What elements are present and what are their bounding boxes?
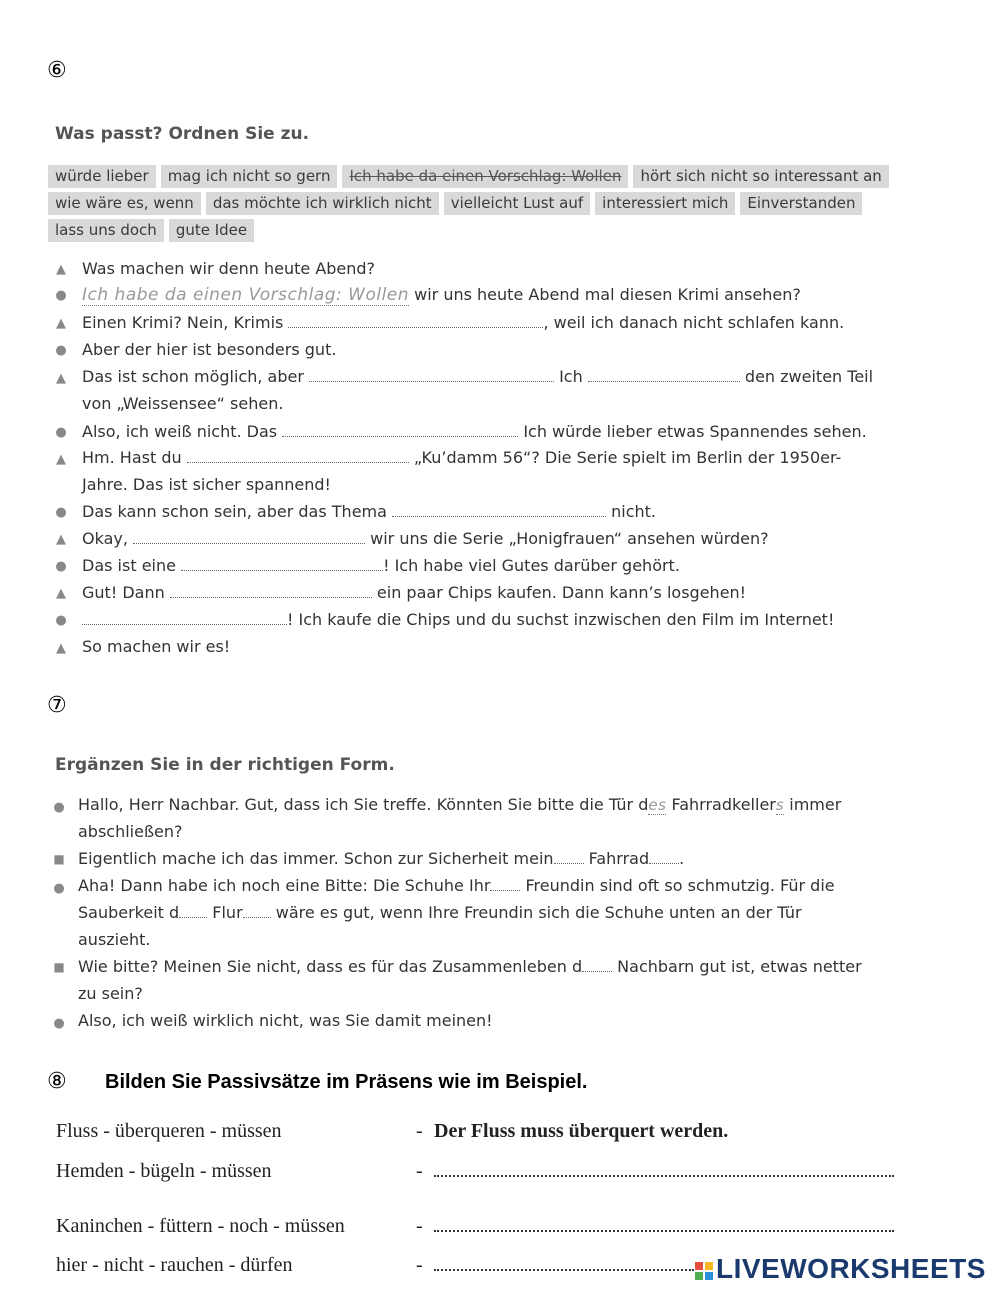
- passive-prompt: Hemden - bügeln - müssen: [56, 1160, 272, 1182]
- circle-icon: ●: [55, 613, 67, 628]
- dialogue-text: Das ist schon möglich, aber: [82, 367, 304, 386]
- ex7-text: Hallo, Herr Nachbar. Gut, dass ich Sie treffe. Könnten Sie bitte die Tür d: [78, 795, 649, 814]
- ex7-text: Eigentlich mache ich das immer. Schon zur Sicherheit mein: [78, 849, 554, 868]
- answer-dotted-line[interactable]: [434, 1218, 894, 1232]
- dialogue-text: Einen Krimi? Nein, Krimis: [82, 313, 284, 332]
- dialogue-text: ! Ich habe viel Gutes darüber gehört.: [383, 556, 680, 575]
- dialogue-line-10: [82, 556, 680, 575]
- dialogue-line-5-cont: von „Weissensee“ sehen.: [82, 394, 284, 413]
- word-option-used[interactable]: Ich habe da einen Vorschlag: Wollen: [342, 165, 628, 188]
- dialogue-line-7: [82, 448, 841, 467]
- exercise-8-number: ⑧: [47, 1069, 67, 1094]
- circle-icon: ●: [53, 881, 65, 896]
- dialogue-line-3: [82, 313, 844, 332]
- word-option[interactable]: gute Idee: [169, 219, 254, 242]
- answer-field-filled[interactable]: Ich habe da einen Vorschlag: Wollen: [82, 285, 410, 305]
- exercise-7-instruction: Ergänzen Sie in der richtigen Form.: [55, 755, 395, 775]
- circle-icon: ●: [53, 1016, 65, 1031]
- word-bank-row-1: [48, 165, 889, 188]
- answer-dotted-line[interactable]: [434, 1163, 894, 1177]
- dialogue-text: den zweiten Teil: [744, 367, 874, 386]
- answer-blank[interactable]: [554, 862, 584, 864]
- exercise-6-number: ⑥: [47, 58, 67, 83]
- row-dash: -: [416, 1120, 423, 1142]
- triangle-icon: ▲: [56, 316, 66, 331]
- answer-input[interactable]: [434, 1215, 894, 1238]
- word-bank-row-3: [48, 219, 254, 242]
- answer-blank[interactable]: [649, 862, 679, 864]
- ex7-text: Fahrrad: [583, 849, 650, 868]
- dialogue-text: Okay,: [82, 529, 128, 548]
- answer-blank[interactable]: [181, 569, 383, 571]
- row-dash: -: [416, 1215, 423, 1237]
- dialogue-line-11: [82, 583, 746, 602]
- exercise-6-instruction: Was passt? Ordnen Sie zu.: [55, 124, 310, 144]
- ex7-text: Aha! Dann habe ich noch eine Bitte: Die Schuhe Ihr: [78, 876, 491, 895]
- passive-prompt: Fluss - überqueren - müssen: [56, 1120, 282, 1142]
- exercise-7-number: ⑦: [47, 693, 67, 718]
- ex7-text: Freundin sind oft so schmutzig. Für die: [520, 876, 835, 895]
- circle-icon: ●: [53, 800, 65, 815]
- dialogue-text: Das ist eine: [82, 556, 176, 575]
- dialogue-line-4: Aber der hier ist besonders gut.: [82, 340, 337, 359]
- example-answer: Der Fluss muss überquert werden.: [434, 1120, 729, 1142]
- triangle-icon: ▲: [56, 641, 66, 656]
- answer-blank[interactable]: [309, 380, 554, 382]
- logo-squares-icon: [694, 1261, 716, 1281]
- answer-blank[interactable]: [588, 380, 740, 382]
- circle-icon: ●: [55, 343, 67, 358]
- answer-input[interactable]: [434, 1160, 894, 1183]
- ex7-line-3: [78, 876, 835, 895]
- word-option[interactable]: lass uns doch: [48, 219, 164, 242]
- answer-field-filled[interactable]: s: [775, 796, 785, 814]
- dialogue-line-8: [82, 502, 656, 521]
- answer-blank[interactable]: [187, 461, 409, 463]
- word-option[interactable]: mag ich nicht so gern: [161, 165, 338, 188]
- word-option[interactable]: Einverstanden: [740, 192, 862, 215]
- answer-dotted-line[interactable]: [434, 1257, 694, 1271]
- triangle-icon: ▲: [56, 586, 66, 601]
- triangle-icon: ▲: [56, 262, 66, 277]
- dialogue-line-9: [82, 529, 769, 548]
- answer-blank[interactable]: [179, 916, 207, 918]
- word-option[interactable]: würde lieber: [48, 165, 156, 188]
- circle-icon: ●: [55, 425, 67, 440]
- dialogue-text: , weil ich danach nicht schlafen kann.: [543, 313, 845, 332]
- dialogue-line-6: [82, 422, 867, 441]
- answer-blank[interactable]: [133, 542, 365, 544]
- dialogue-text: Ich: [559, 367, 583, 386]
- dialogue-line-7-cont: Jahre. Das ist sicher spannend!: [82, 475, 331, 494]
- dialogue-text: wir uns die Serie „Honigfrauen“ ansehen würden?: [370, 529, 769, 548]
- ex7-line-3-cont: [78, 903, 802, 922]
- word-bank-row-2: [48, 192, 862, 215]
- passive-prompt: hier - nicht - rauchen - dürfen: [56, 1254, 293, 1276]
- dialogue-line-12: [82, 610, 834, 629]
- triangle-icon: ▲: [56, 371, 66, 386]
- exercise-8-instruction: Bilden Sie Passivsätze im Präsens wie im Beispiel.: [105, 1071, 588, 1093]
- word-option[interactable]: das möchte ich wirklich nicht: [206, 192, 439, 215]
- ex7-line-5: Also, ich weiß wirklich nicht, was Sie damit meinen!: [78, 1011, 493, 1030]
- dialogue-text: Gut! Dann: [82, 583, 165, 602]
- word-option[interactable]: interessiert mich: [595, 192, 735, 215]
- ex7-text: .: [679, 849, 685, 868]
- dialogue-text: Das kann schon sein, aber das Thema: [82, 502, 387, 521]
- dialogue-line-13: So machen wir es!: [82, 637, 231, 656]
- circle-icon: ●: [55, 288, 67, 303]
- dialogue-text: „Ku’damm 56“? Die Serie spielt im Berlin der 1950er-: [413, 448, 842, 467]
- ex7-line-2: [78, 849, 684, 868]
- ex7-line-3-cont2: auszieht.: [78, 930, 151, 949]
- ex7-line-4: [78, 957, 862, 976]
- dialogue-text: ein paar Chips kaufen. Dann kann’s losgehen!: [376, 583, 747, 602]
- answer-blank[interactable]: [582, 970, 612, 972]
- dialogue-line-2: [82, 285, 801, 305]
- answer-blank[interactable]: [490, 889, 520, 891]
- ex7-line-1: [78, 795, 841, 814]
- liveworksheets-logo: [694, 1253, 986, 1285]
- answer-blank[interactable]: [282, 435, 518, 437]
- answer-blank[interactable]: [82, 623, 287, 625]
- row-dash: -: [416, 1160, 423, 1182]
- square-icon: ■: [53, 852, 65, 866]
- ex7-text: Fahrradkeller: [666, 795, 776, 814]
- dialogue-text: Hm. Hast du: [82, 448, 182, 467]
- word-option[interactable]: wie wäre es, wenn: [48, 192, 201, 215]
- word-option[interactable]: hört sich nicht so interessant an: [633, 165, 888, 188]
- dialogue-text: wir uns heute Abend mal diesen Krimi ansehen?: [414, 285, 801, 304]
- answer-blank[interactable]: [170, 596, 372, 598]
- answer-field-filled[interactable]: es: [648, 796, 667, 814]
- circle-icon: ●: [55, 559, 67, 574]
- dialogue-line-5: [82, 367, 873, 386]
- ex7-text: Flur: [207, 903, 243, 922]
- ex7-line-4-cont: zu sein?: [78, 984, 143, 1003]
- dialogue-text: Ich würde lieber etwas Spannendes sehen.: [523, 422, 867, 441]
- dialogue-text: Also, ich weiß nicht. Das: [82, 422, 278, 441]
- ex7-text: Sauberkeit d: [78, 903, 180, 922]
- triangle-icon: ▲: [56, 532, 66, 547]
- triangle-icon: ▲: [56, 452, 66, 467]
- passive-prompt: Kaninchen - füttern - noch - müssen: [56, 1215, 345, 1237]
- square-icon: ■: [53, 960, 65, 974]
- row-dash: -: [416, 1254, 423, 1276]
- word-option[interactable]: vielleicht Lust auf: [444, 192, 590, 215]
- ex7-line-1-cont: abschließen?: [78, 822, 183, 841]
- answer-blank[interactable]: [392, 515, 606, 517]
- dialogue-text: ! Ich kaufe die Chips und du suchst inzwischen den Film im Internet!: [287, 610, 835, 629]
- ex7-text: wäre es gut, wenn Ihre Freundin sich die Schuhe unten an der Tür: [270, 903, 802, 922]
- ex7-text: Wie bitte? Meinen Sie nicht, dass es für das Zusammenleben d: [78, 957, 583, 976]
- answer-input[interactable]: [434, 1254, 694, 1277]
- ex7-text: Nachbarn gut ist, etwas netter: [612, 957, 862, 976]
- logo-text: LIVEWORKSHEETS: [716, 1253, 986, 1284]
- dialogue-line-1: Was machen wir denn heute Abend?: [82, 259, 376, 278]
- answer-blank[interactable]: [243, 916, 271, 918]
- answer-blank[interactable]: [288, 326, 543, 328]
- ex7-text: immer: [784, 795, 842, 814]
- dialogue-text: nicht.: [611, 502, 657, 521]
- circle-icon: ●: [55, 505, 67, 520]
